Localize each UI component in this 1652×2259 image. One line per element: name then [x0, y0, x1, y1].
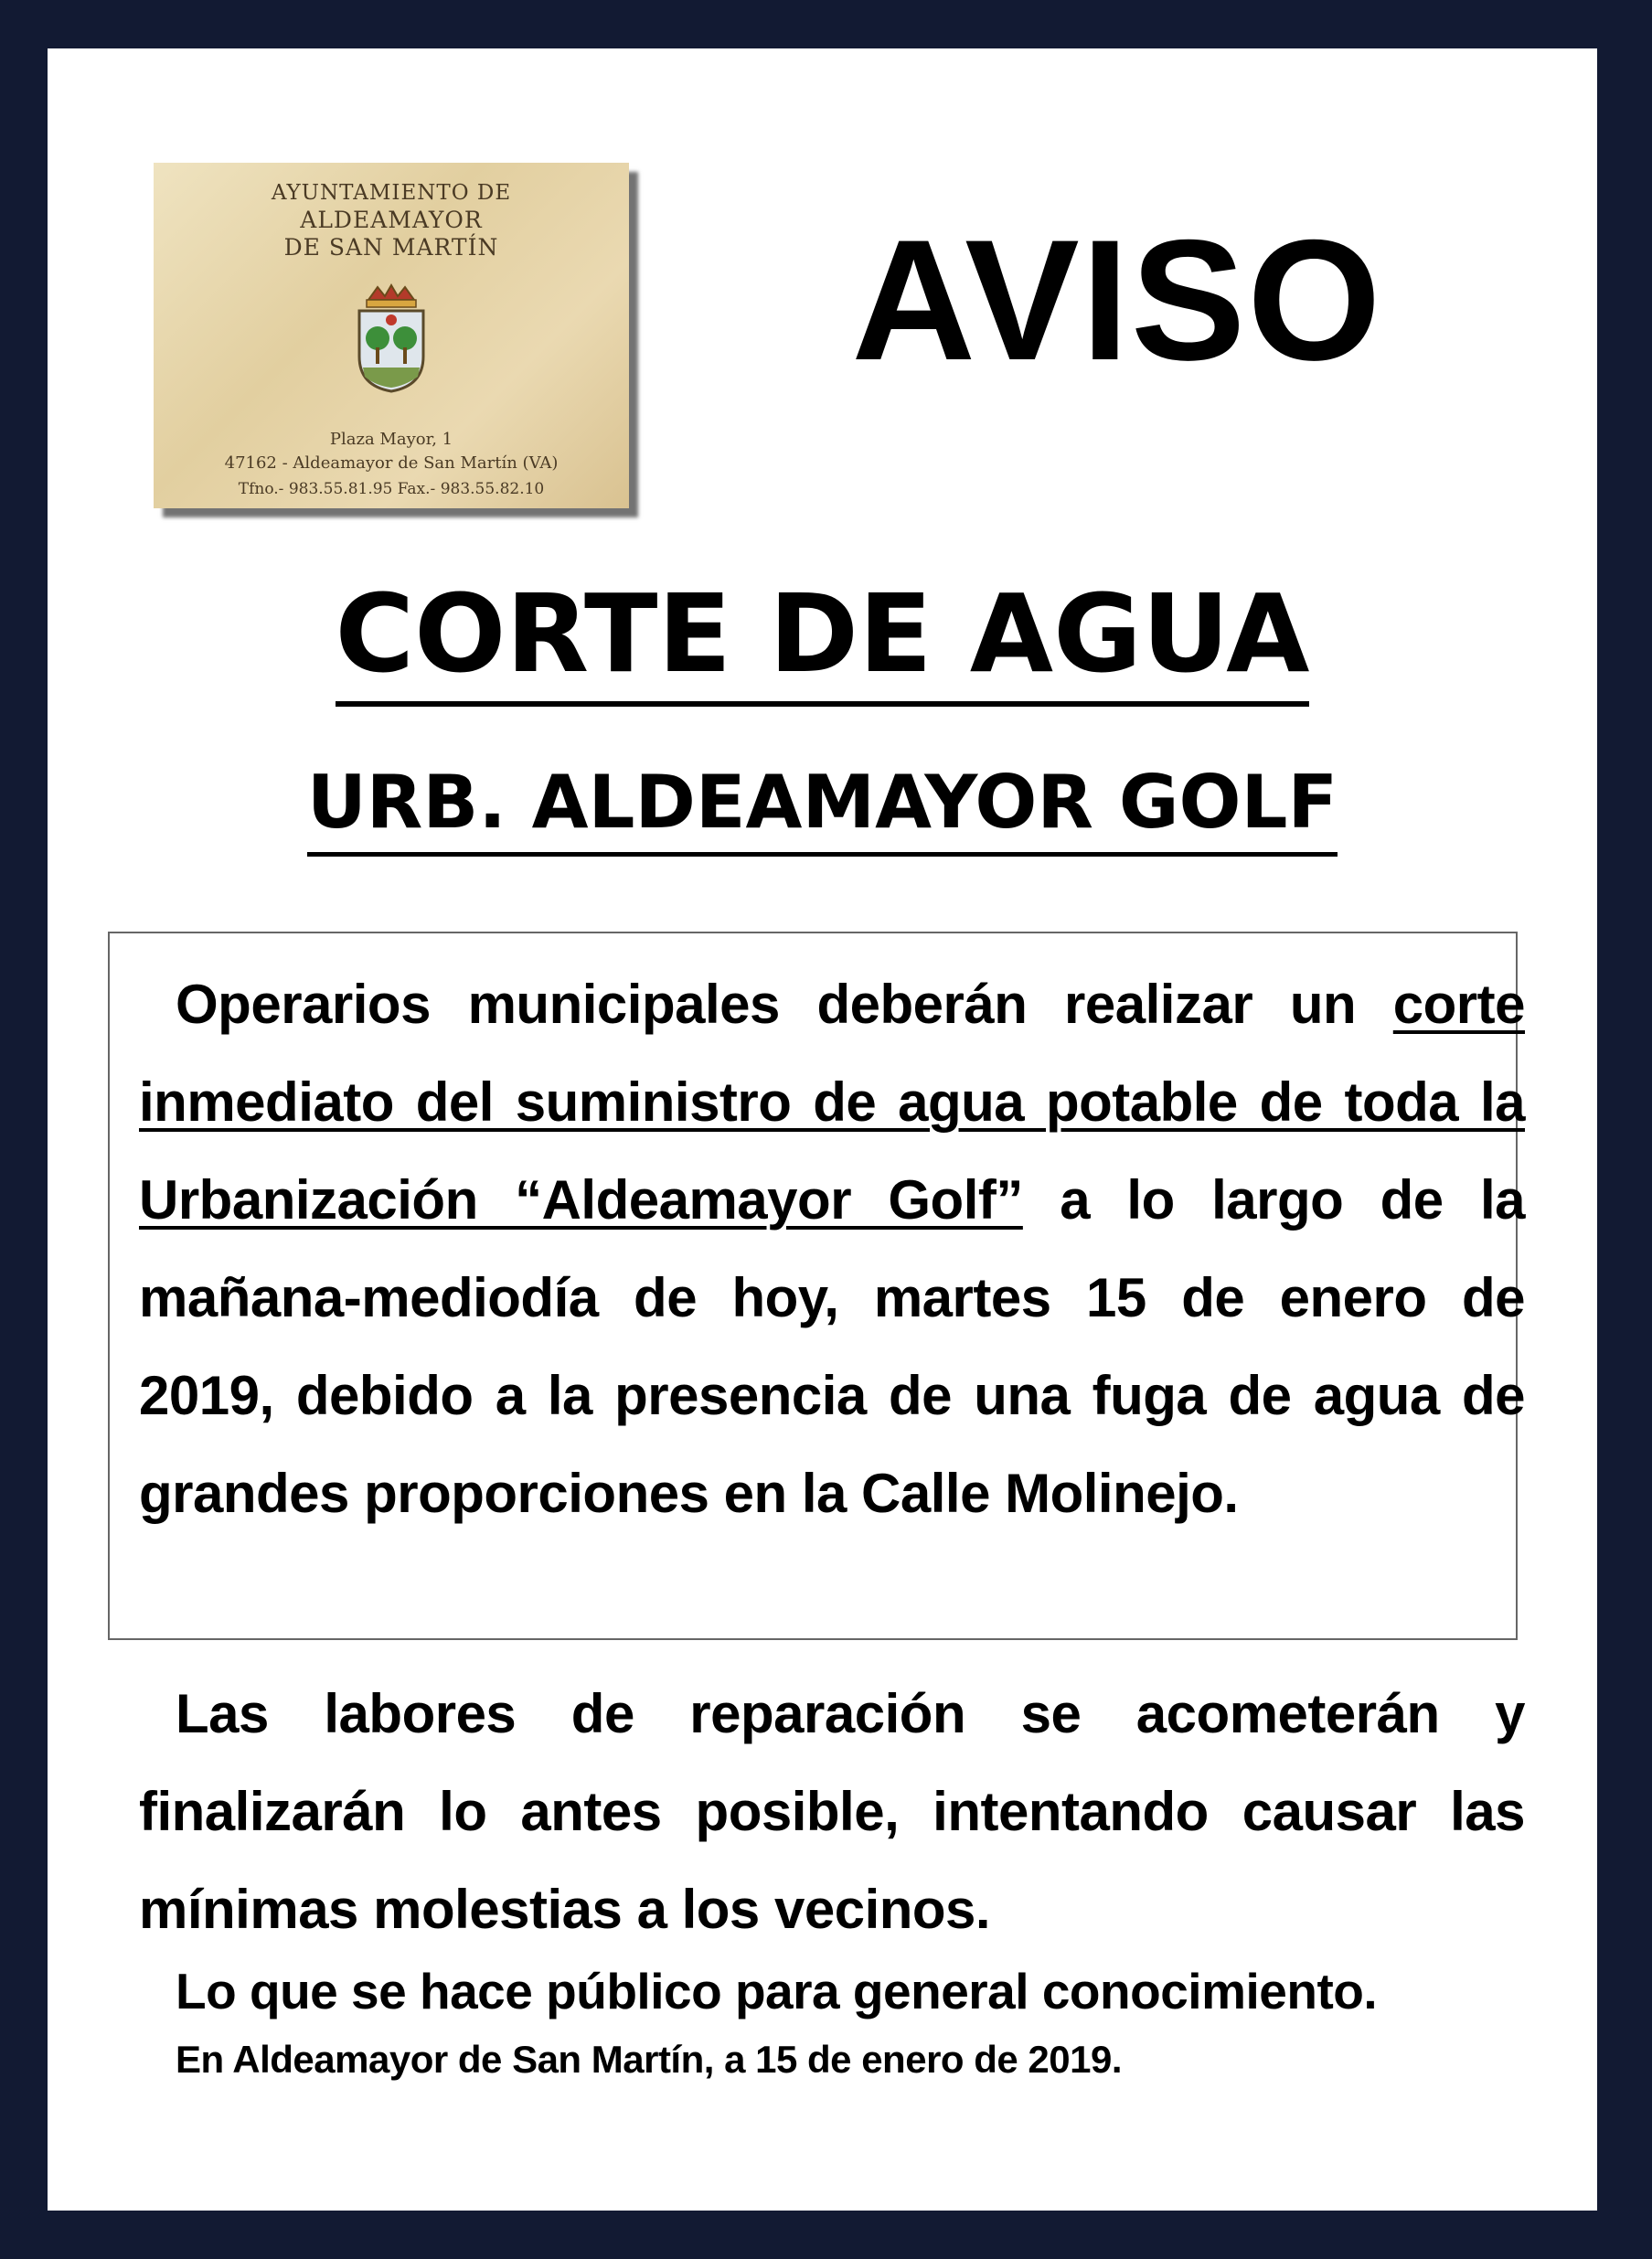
main-paragraph-end: a lo largo de la mañana-mediodía de hoy, martes 15 de enero de 2019, debido a la presencia de una fuga de agua de grandes proporciones en la Calle Molinejo.: [139, 1169, 1525, 1524]
logo-line-1: AYUNTAMIENTO DE: [271, 181, 512, 205]
subtitle-heading: [48, 757, 1597, 857]
logo-address: Plaza Mayor, 1: [329, 430, 453, 449]
title-heading: [48, 570, 1597, 707]
notice-page: [48, 48, 1597, 2211]
main-paragraph-start: Operarios municipales deberán realizar un: [176, 974, 1393, 1035]
title-text: CORTE DE AGUA: [336, 570, 1310, 707]
repair-paragraph: Las labores de reparación se acometerán y finalizarán lo antes posible, intentando causar las mínimas molestias a los vecinos.: [139, 1683, 1525, 1940]
logo-line-3: DE SAN MARTÍN: [283, 234, 499, 261]
logo-phone-fax: Tfno.- 983.55.81.95 Fax.- 983.55.82.10: [238, 480, 545, 498]
logo-line-2: ALDEAMAYOR: [300, 207, 483, 233]
town-hall-logo: [154, 163, 629, 508]
aviso-heading: AVISO: [851, 204, 1383, 396]
logo-city: 47162 - Aldeamayor de San Martín (VA): [224, 453, 559, 473]
closing-line: Lo que se hace público para general conocimiento.: [176, 1963, 1378, 2019]
coat-of-arms-icon: [350, 283, 432, 393]
main-paragraph: [139, 955, 1525, 1542]
main-paragraph-underlined: corte inmediato del suministro de agua potable de toda la Urbanización “Aldeamayor Golf”: [139, 974, 1525, 1231]
signoff-line: En Aldeamayor de San Martín, a 15 de enero de 2019.: [176, 2038, 1123, 2081]
subtitle-text: URB. ALDEAMAYOR GOLF: [307, 757, 1338, 857]
